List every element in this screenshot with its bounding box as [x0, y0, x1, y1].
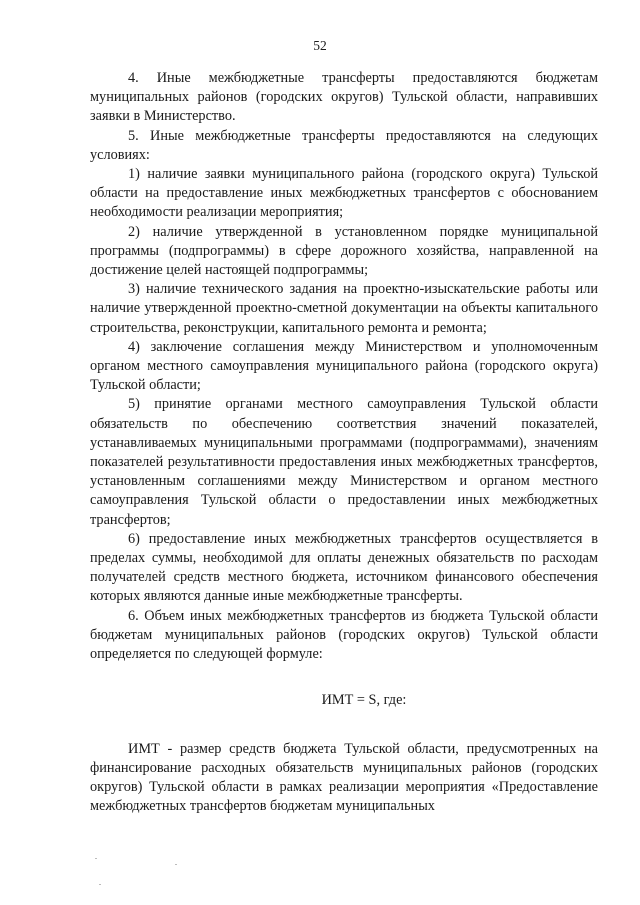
paragraph-item-6: 6. Объем иных межбюджетных трансфертов из бюджета Тульской области бюджетам муниципальных районов (городских округов) Тульской области определяется по следующей формуле:	[90, 607, 598, 663]
condition-2: 2) наличие утвержденной в установленном порядке муниципальной программы (подпрограммы) в сфере дорожного хозяйства, направленной на достижение целей настоящей подпрограммы;	[90, 223, 598, 279]
condition-3: 3) наличие технического задания на проектно-изыскательские работы или наличие утвержденной проектно-сметной документации на объекты капитального строительства, реконструкции, капитального ремонта и ремонта;	[90, 281, 598, 336]
page-number: 52	[313, 38, 327, 53]
paragraph-item-5: 5. Иные межбюджетные трансферты предоставляются на следующих условиях:	[90, 127, 598, 163]
condition-6: 6) предоставление иных межбюджетных трансфертов осуществляется в пределах суммы, необходимой для оплаты денежных обязательств по расходам получателей средств местного бюджета, источником финансового обеспечения которых являются данные иные межбюджетные трансферты.	[90, 530, 598, 605]
scan-artifacts	[95, 858, 215, 898]
condition-5: 5) принятие органами местного самоуправления Тульской области обязательств по обеспечению соответствия значений показателей, устанавливаемых муниципальными программами (подпрограммами), значениям показателей результативности предоставления иных межбюджетных трансфертов, установленным соглашениями между Министерством и органом местного самоуправления Тульской области о предоставлении иных межбюджетных трансфертов;	[90, 396, 598, 528]
formula: ИМТ = S, где:	[321, 692, 407, 709]
condition-1: 1) наличие заявки муниципального района (городского округа) Тульской области на предоставление иных межбюджетных трансфертов с обоснованием необходимости реализации мероприятия;	[90, 166, 598, 221]
formula-definition: ИМТ - размер средств бюджета Тульской области, предусмотренных на финансирование расходных обязательств муниципальных районов (городских округов) Тульской области в рамках реализации мероприятия «Предоставление межбюджетных трансфертов бюджетам муниципальных	[90, 740, 598, 815]
document-body	[90, 69, 598, 816]
paragraph-item-4: 4. Иные межбюджетные трансферты предоставляются бюджетам муниципальных районов (городских округов) Тульской области, направивших заявки в Министерство.	[90, 70, 598, 125]
condition-4: 4) заключение соглашения между Министерством и уполномоченным органом местного самоуправления муниципального района (городского округа) Тульской области;	[90, 338, 598, 394]
